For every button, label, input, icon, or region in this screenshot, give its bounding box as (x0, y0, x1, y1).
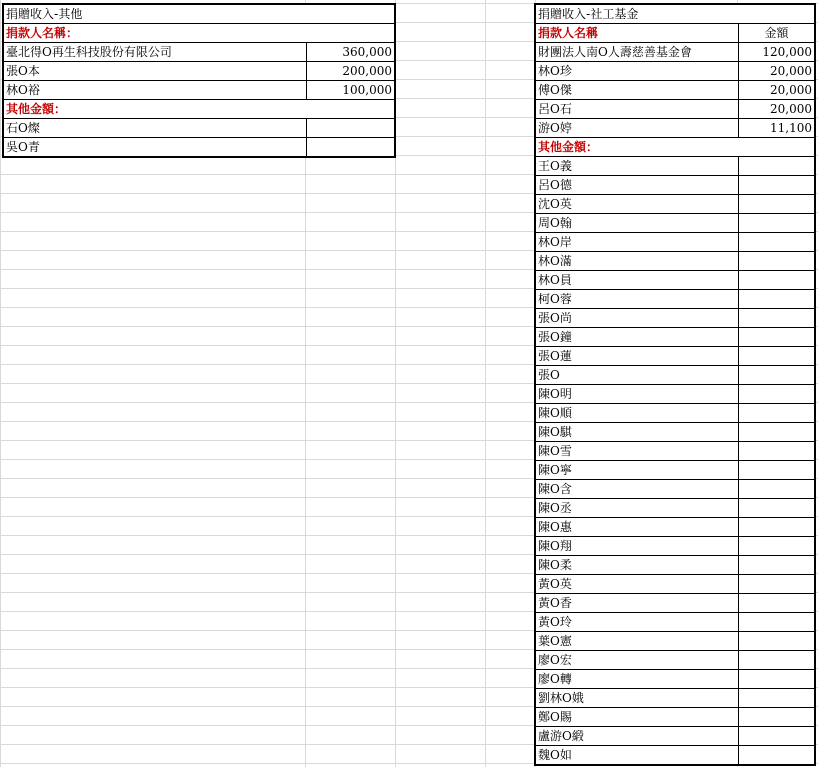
donor-name-cell[interactable]: 林O珍 (535, 62, 738, 81)
table-row (535, 727, 815, 746)
donor-header-row (535, 24, 815, 43)
donor-name-cell[interactable]: 廖O宏 (535, 651, 738, 670)
donor-amount-cell[interactable]: 360,000 (306, 43, 395, 62)
table-row (535, 328, 815, 347)
donor-amount-cell[interactable] (738, 461, 815, 480)
table-row (3, 43, 395, 62)
table-row (535, 195, 815, 214)
donation-other-table (2, 3, 396, 158)
donor-name-cell[interactable]: 葉O憲 (535, 632, 738, 651)
donor-amount-cell[interactable] (738, 537, 815, 556)
donor-amount-cell[interactable] (306, 138, 395, 158)
table-row (535, 81, 815, 100)
table-row (535, 613, 815, 632)
donor-name-cell[interactable]: 黃O玲 (535, 613, 738, 632)
donor-amount-cell[interactable] (738, 708, 815, 727)
table-title[interactable]: 捐贈收入-其他 (3, 4, 395, 24)
donor-amount-cell[interactable] (738, 252, 815, 271)
table-row (535, 233, 815, 252)
donor-name-cell[interactable]: 陳O丞 (535, 499, 738, 518)
donor-amount-cell[interactable]: 20,000 (738, 81, 815, 100)
donor-name-cell[interactable]: 呂O德 (535, 176, 738, 195)
table-row (3, 138, 395, 158)
donor-amount-cell[interactable]: 120,000 (738, 43, 815, 62)
donor-amount-cell[interactable] (738, 176, 815, 195)
donor-name-cell[interactable]: 陳O騏 (535, 423, 738, 442)
table-row (535, 119, 815, 138)
donor-amount-cell[interactable] (738, 385, 815, 404)
donor-amount-cell[interactable] (738, 670, 815, 689)
donor-name-cell[interactable]: 林O員 (535, 271, 738, 290)
table-row (535, 461, 815, 480)
amount-header[interactable]: 金額 (738, 24, 815, 43)
donor-name-cell[interactable]: 游O婷 (535, 119, 738, 138)
donor-name-cell[interactable]: 盧游O緞 (535, 727, 738, 746)
donor-header-row (3, 24, 395, 43)
donor-amount-cell[interactable] (738, 347, 815, 366)
table-row (535, 651, 815, 670)
table-row (535, 252, 815, 271)
donor-amount-cell[interactable]: 20,000 (738, 100, 815, 119)
donor-amount-cell[interactable] (738, 271, 815, 290)
donor-name-cell[interactable]: 吳O青 (3, 138, 306, 158)
donor-amount-cell[interactable] (738, 157, 815, 176)
donor-amount-cell[interactable] (738, 556, 815, 575)
donor-name-cell[interactable]: 黃O英 (535, 575, 738, 594)
table-row (535, 480, 815, 499)
table-row (3, 62, 395, 81)
donor-amount-cell[interactable]: 11,100 (738, 119, 815, 138)
donor-amount-cell[interactable] (738, 689, 815, 708)
table-title-row (3, 4, 395, 24)
donor-amount-cell[interactable] (738, 727, 815, 746)
donor-amount-cell[interactable] (738, 613, 815, 632)
table-row (535, 442, 815, 461)
donor-name-cell[interactable]: 陳O明 (535, 385, 738, 404)
table-row (535, 670, 815, 689)
donor-amount-cell[interactable] (738, 575, 815, 594)
donor-name-cell[interactable]: 鄭O賜 (535, 708, 738, 727)
donation-social-fund-table (534, 3, 816, 766)
donor-amount-cell[interactable] (738, 499, 815, 518)
donor-name-cell[interactable]: 陳O翔 (535, 537, 738, 556)
donor-amount-cell[interactable] (738, 214, 815, 233)
donor-name-cell[interactable]: 張O鐘 (535, 328, 738, 347)
donor-name-cell[interactable]: 陳O順 (535, 404, 738, 423)
donor-name-cell[interactable]: 劉林O娥 (535, 689, 738, 708)
other-header-row (3, 100, 395, 119)
donor-name-cell[interactable]: 廖O轉 (535, 670, 738, 689)
donor-amount-cell[interactable] (738, 328, 815, 347)
donor-amount-cell[interactable] (306, 119, 395, 138)
donor-name-cell[interactable]: 石O燦 (3, 119, 306, 138)
table-row (535, 347, 815, 366)
donor-name-cell[interactable]: 張O本 (3, 62, 306, 81)
donor-amount-cell[interactable] (738, 233, 815, 252)
table-row (535, 499, 815, 518)
donor-amount-cell[interactable] (738, 442, 815, 461)
table-row (535, 708, 815, 727)
donor-amount-cell[interactable] (738, 423, 815, 442)
donor-name-header[interactable]: 捐款人名稱： (3, 24, 395, 43)
table-row (535, 157, 815, 176)
table-row (3, 119, 395, 138)
donor-name-cell[interactable]: 張O蓮 (535, 347, 738, 366)
table-row (535, 594, 815, 613)
donor-name-header[interactable]: 捐款人名稱 (535, 24, 738, 43)
table-row (535, 423, 815, 442)
table-title[interactable]: 捐贈收入-社工基金 (535, 4, 815, 24)
donor-name-cell[interactable]: 臺北得O再生科技股份有限公司 (3, 43, 306, 62)
table-row (535, 632, 815, 651)
table-row (535, 556, 815, 575)
table-row (535, 575, 815, 594)
table-row (535, 366, 815, 385)
donor-name-cell[interactable]: 王O義 (535, 157, 738, 176)
table-row (535, 385, 815, 404)
donor-name-cell[interactable]: 呂O石 (535, 100, 738, 119)
donor-amount-cell[interactable] (738, 632, 815, 651)
donor-name-cell[interactable]: 陳O柔 (535, 556, 738, 575)
table-row (3, 81, 395, 100)
table-row (535, 62, 815, 81)
table-row (535, 746, 815, 766)
donor-amount-cell[interactable] (738, 404, 815, 423)
donor-name-cell[interactable]: 張O (535, 366, 738, 385)
table-row (535, 100, 815, 119)
donor-name-cell[interactable]: 魏O如 (535, 746, 738, 766)
donor-name-cell[interactable]: 林O裕 (3, 81, 306, 100)
table-row (535, 404, 815, 423)
donor-amount-cell[interactable] (738, 594, 815, 613)
donor-name-cell[interactable]: 陳O雪 (535, 442, 738, 461)
donor-amount-cell[interactable] (738, 366, 815, 385)
donor-name-cell[interactable]: 周O翰 (535, 214, 738, 233)
table-row (535, 290, 815, 309)
table-row (535, 309, 815, 328)
donor-name-cell[interactable]: 沈O英 (535, 195, 738, 214)
donor-amount-cell[interactable] (738, 746, 815, 766)
donor-name-cell[interactable]: 張O尚 (535, 309, 738, 328)
donor-amount-cell[interactable] (738, 480, 815, 499)
other-header-row (535, 138, 815, 157)
donor-name-cell[interactable]: 林O滿 (535, 252, 738, 271)
table-row (535, 214, 815, 233)
table-row (535, 689, 815, 708)
donor-name-cell[interactable]: 陳O含 (535, 480, 738, 499)
gridline (485, 0, 486, 767)
table-row (535, 518, 815, 537)
table-row (535, 537, 815, 556)
donor-name-cell[interactable]: 柯O蓉 (535, 290, 738, 309)
donor-amount-cell[interactable] (738, 309, 815, 328)
table-row (535, 43, 815, 62)
donor-amount-cell[interactable]: 100,000 (306, 81, 395, 100)
table-row (535, 271, 815, 290)
donor-name-cell[interactable]: 傅O傑 (535, 81, 738, 100)
donor-amount-cell[interactable]: 200,000 (306, 62, 395, 81)
donor-name-cell[interactable]: 財團法人南O人壽慈善基金會 (535, 43, 738, 62)
donor-name-cell[interactable]: 林O岸 (535, 233, 738, 252)
donor-name-cell[interactable]: 陳O寧 (535, 461, 738, 480)
donor-amount-cell[interactable] (738, 290, 815, 309)
donor-amount-cell[interactable] (738, 518, 815, 537)
donor-amount-cell[interactable] (738, 195, 815, 214)
table-title-row (535, 4, 815, 24)
donor-name-cell[interactable]: 黃O香 (535, 594, 738, 613)
donor-amount-cell[interactable]: 20,000 (738, 62, 815, 81)
other-amount-header[interactable]: 其他金額： (3, 100, 395, 119)
donor-name-cell[interactable]: 陳O惠 (535, 518, 738, 537)
other-amount-header[interactable]: 其他金額： (535, 138, 815, 157)
table-row (535, 176, 815, 195)
donor-amount-cell[interactable] (738, 651, 815, 670)
